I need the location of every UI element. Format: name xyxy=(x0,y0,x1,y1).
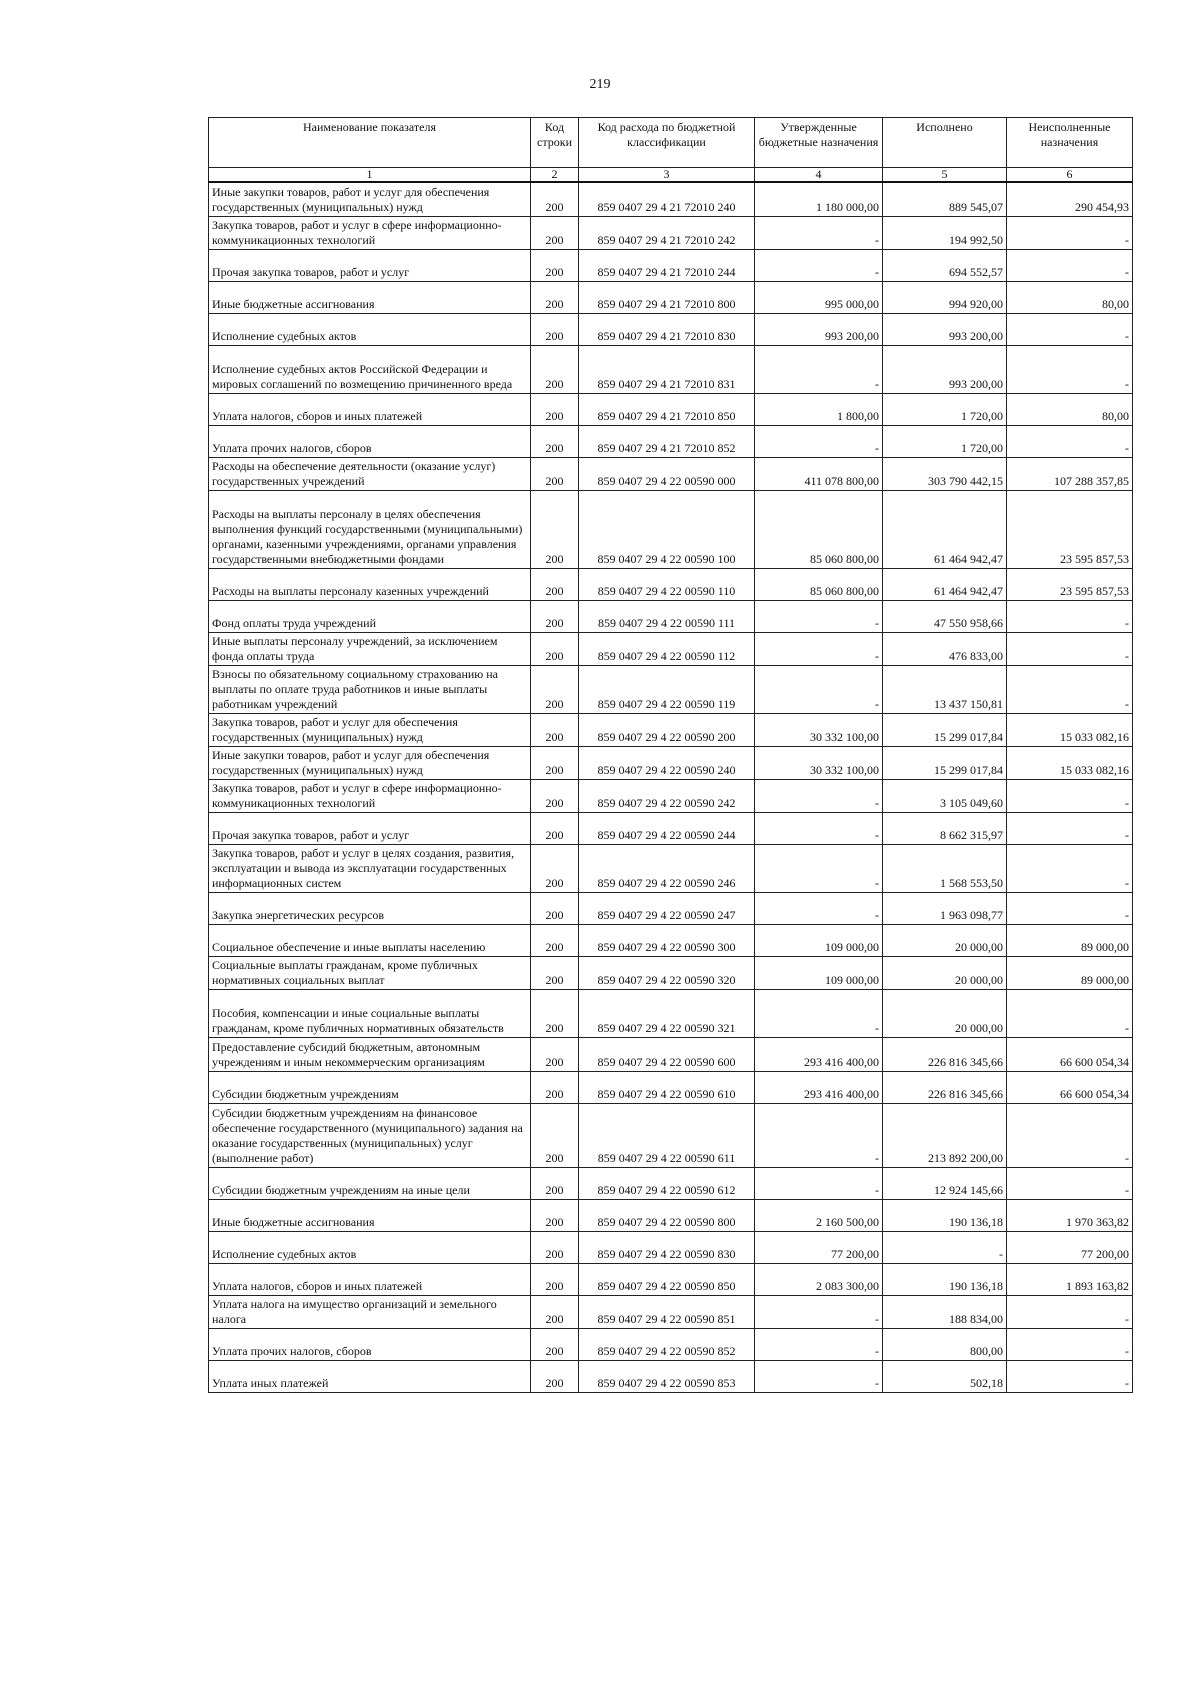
table-row xyxy=(209,182,1133,216)
row-name: Субсидии бюджетным учреждениям на финансовое обеспечение государственного (муниципального) задания на оказание государственных (муниципальных) услуг (выполнение работ) xyxy=(209,1103,531,1167)
row-line-code: 200 xyxy=(531,989,579,1037)
table-row xyxy=(209,457,1133,490)
row-line-code: 200 xyxy=(531,1231,579,1263)
row-name: Закупка товаров, работ и услуг для обеспечения государственных (муниципальных) нужд xyxy=(209,713,531,746)
row-expense-code: 859 0407 29 4 21 72010 850 xyxy=(579,393,755,425)
row-approved-value: 293 416 400,00 xyxy=(755,1071,883,1103)
row-executed-value: 190 136,18 xyxy=(883,1199,1007,1231)
row-executed-value: 61 464 942,47 xyxy=(883,490,1007,568)
row-line-code: 200 xyxy=(531,665,579,713)
row-line-code: 200 xyxy=(531,313,579,345)
row-line-code: 200 xyxy=(531,844,579,892)
row-expense-code: 859 0407 29 4 22 00590 830 xyxy=(579,1231,755,1263)
row-executed-value: 8 662 315,97 xyxy=(883,812,1007,844)
column-number: 2 xyxy=(531,168,579,183)
row-executed-value: 20 000,00 xyxy=(883,989,1007,1037)
row-unexecuted-value: - xyxy=(1007,892,1133,924)
row-unexecuted-value: 107 288 357,85 xyxy=(1007,457,1133,490)
row-name: Иные закупки товаров, работ и услуг для обеспечения государственных (муниципальных) нужд xyxy=(209,746,531,779)
row-unexecuted-value: - xyxy=(1007,345,1133,393)
row-name: Уплата прочих налогов, сборов xyxy=(209,425,531,457)
column-header-line-code: Код строки xyxy=(531,118,579,168)
row-executed-value: 1 568 553,50 xyxy=(883,844,1007,892)
row-line-code: 200 xyxy=(531,1328,579,1360)
row-unexecuted-value: 66 600 054,34 xyxy=(1007,1037,1133,1071)
row-unexecuted-value: - xyxy=(1007,989,1133,1037)
row-name: Уплата налогов, сборов и иных платежей xyxy=(209,393,531,425)
row-name: Взносы по обязательному социальному страхованию на выплаты по оплате труда работников и иные выплаты работникам учреждений xyxy=(209,665,531,713)
row-approved-value: - xyxy=(755,665,883,713)
row-line-code: 200 xyxy=(531,746,579,779)
row-approved-value: - xyxy=(755,892,883,924)
row-line-code: 200 xyxy=(531,1295,579,1328)
row-approved-value: 293 416 400,00 xyxy=(755,1037,883,1071)
row-name: Иные бюджетные ассигнования xyxy=(209,281,531,313)
row-unexecuted-value: - xyxy=(1007,216,1133,249)
row-line-code: 200 xyxy=(531,956,579,989)
row-line-code: 200 xyxy=(531,779,579,812)
row-line-code: 200 xyxy=(531,216,579,249)
row-unexecuted-value: 1 970 363,82 xyxy=(1007,1199,1133,1231)
row-unexecuted-value: - xyxy=(1007,1167,1133,1199)
row-expense-code: 859 0407 29 4 22 00590 610 xyxy=(579,1071,755,1103)
row-unexecuted-value: - xyxy=(1007,425,1133,457)
row-approved-value: 2 160 500,00 xyxy=(755,1199,883,1231)
column-number-row xyxy=(209,168,1133,183)
column-header-name: Наименование показателя xyxy=(209,118,531,168)
row-executed-value: 13 437 150,81 xyxy=(883,665,1007,713)
row-executed-value: 800,00 xyxy=(883,1328,1007,1360)
row-executed-value: 1 963 098,77 xyxy=(883,892,1007,924)
row-name: Закупка товаров, работ и услуг в целях создания, развития, эксплуатации и вывода из эксплуатации государственных информационных систем xyxy=(209,844,531,892)
table-row xyxy=(209,779,1133,812)
row-name: Социальные выплаты гражданам, кроме публичных нормативных социальных выплат xyxy=(209,956,531,989)
row-unexecuted-value: - xyxy=(1007,812,1133,844)
row-unexecuted-value: - xyxy=(1007,313,1133,345)
row-name: Предоставление субсидий бюджетным, автономным учреждениям и иным некоммерческим организациям xyxy=(209,1037,531,1071)
row-expense-code: 859 0407 29 4 22 00590 112 xyxy=(579,632,755,665)
row-approved-value: 2 083 300,00 xyxy=(755,1263,883,1295)
row-approved-value: - xyxy=(755,1295,883,1328)
row-name: Закупка энергетических ресурсов xyxy=(209,892,531,924)
table-row xyxy=(209,924,1133,956)
row-expense-code: 859 0407 29 4 21 72010 831 xyxy=(579,345,755,393)
row-executed-value: 194 992,50 xyxy=(883,216,1007,249)
row-unexecuted-value: - xyxy=(1007,1360,1133,1392)
row-approved-value: - xyxy=(755,632,883,665)
row-executed-value: 15 299 017,84 xyxy=(883,746,1007,779)
row-executed-value: 993 200,00 xyxy=(883,313,1007,345)
row-name: Иные выплаты персоналу учреждений, за исключением фонда оплаты труда xyxy=(209,632,531,665)
row-name: Расходы на выплаты персоналу казенных учреждений xyxy=(209,568,531,600)
row-name: Фонд оплаты труда учреждений xyxy=(209,600,531,632)
row-approved-value: - xyxy=(755,425,883,457)
row-expense-code: 859 0407 29 4 22 00590 242 xyxy=(579,779,755,812)
row-name: Исполнение судебных актов xyxy=(209,313,531,345)
row-line-code: 200 xyxy=(531,393,579,425)
row-approved-value: 85 060 800,00 xyxy=(755,490,883,568)
row-expense-code: 859 0407 29 4 22 00590 246 xyxy=(579,844,755,892)
table-row xyxy=(209,313,1133,345)
row-executed-value: 20 000,00 xyxy=(883,956,1007,989)
row-name: Прочая закупка товаров, работ и услуг xyxy=(209,249,531,281)
row-line-code: 200 xyxy=(531,600,579,632)
row-line-code: 200 xyxy=(531,568,579,600)
row-executed-value: 61 464 942,47 xyxy=(883,568,1007,600)
row-approved-value: - xyxy=(755,1328,883,1360)
column-header-expense-code: Код расхода по бюджетной классификации xyxy=(579,118,755,168)
row-unexecuted-value: 23 595 857,53 xyxy=(1007,568,1133,600)
row-line-code: 200 xyxy=(531,490,579,568)
table-row xyxy=(209,1231,1133,1263)
row-expense-code: 859 0407 29 4 22 00590 320 xyxy=(579,956,755,989)
table-row xyxy=(209,1263,1133,1295)
row-name: Иные закупки товаров, работ и услуг для обеспечения государственных (муниципальных) нужд xyxy=(209,182,531,216)
row-name: Уплата прочих налогов, сборов xyxy=(209,1328,531,1360)
row-expense-code: 859 0407 29 4 21 72010 852 xyxy=(579,425,755,457)
row-line-code: 200 xyxy=(531,457,579,490)
row-unexecuted-value: - xyxy=(1007,1103,1133,1167)
table-row xyxy=(209,600,1133,632)
row-expense-code: 859 0407 29 4 22 00590 851 xyxy=(579,1295,755,1328)
row-expense-code: 859 0407 29 4 21 72010 240 xyxy=(579,182,755,216)
column-number: 6 xyxy=(1007,168,1133,183)
row-line-code: 200 xyxy=(531,1071,579,1103)
row-expense-code: 859 0407 29 4 22 00590 111 xyxy=(579,600,755,632)
row-line-code: 200 xyxy=(531,632,579,665)
row-unexecuted-value: 80,00 xyxy=(1007,281,1133,313)
table-row xyxy=(209,1295,1133,1328)
row-approved-value: - xyxy=(755,1103,883,1167)
row-unexecuted-value: - xyxy=(1007,632,1133,665)
row-approved-value: - xyxy=(755,345,883,393)
table-row xyxy=(209,249,1133,281)
table-row xyxy=(209,665,1133,713)
row-unexecuted-value: 15 033 082,16 xyxy=(1007,746,1133,779)
row-unexecuted-value: - xyxy=(1007,665,1133,713)
table-row xyxy=(209,1360,1133,1392)
row-unexecuted-value: - xyxy=(1007,1328,1133,1360)
row-unexecuted-value: - xyxy=(1007,779,1133,812)
row-unexecuted-value: 23 595 857,53 xyxy=(1007,490,1133,568)
row-unexecuted-value: 80,00 xyxy=(1007,393,1133,425)
row-executed-value: 994 920,00 xyxy=(883,281,1007,313)
table-row xyxy=(209,1328,1133,1360)
row-name: Расходы на обеспечение деятельности (оказание услуг) государственных учреждений xyxy=(209,457,531,490)
table-row xyxy=(209,956,1133,989)
row-executed-value: 15 299 017,84 xyxy=(883,713,1007,746)
table-row xyxy=(209,746,1133,779)
table-row xyxy=(209,632,1133,665)
row-executed-value: 188 834,00 xyxy=(883,1295,1007,1328)
row-expense-code: 859 0407 29 4 22 00590 100 xyxy=(579,490,755,568)
table-row xyxy=(209,1037,1133,1071)
row-name: Пособия, компенсации и иные социальные выплаты гражданам, кроме публичных нормативных обязательств xyxy=(209,989,531,1037)
table-row xyxy=(209,1103,1133,1167)
row-line-code: 200 xyxy=(531,1037,579,1071)
row-expense-code: 859 0407 29 4 22 00590 612 xyxy=(579,1167,755,1199)
row-expense-code: 859 0407 29 4 21 72010 800 xyxy=(579,281,755,313)
row-approved-value: - xyxy=(755,812,883,844)
row-line-code: 200 xyxy=(531,812,579,844)
row-expense-code: 859 0407 29 4 22 00590 300 xyxy=(579,924,755,956)
row-expense-code: 859 0407 29 4 22 00590 110 xyxy=(579,568,755,600)
row-expense-code: 859 0407 29 4 21 72010 830 xyxy=(579,313,755,345)
row-approved-value: 411 078 800,00 xyxy=(755,457,883,490)
row-unexecuted-value: 66 600 054,34 xyxy=(1007,1071,1133,1103)
row-approved-value: 30 332 100,00 xyxy=(755,746,883,779)
row-expense-code: 859 0407 29 4 22 00590 247 xyxy=(579,892,755,924)
row-approved-value: 77 200,00 xyxy=(755,1231,883,1263)
row-executed-value: 190 136,18 xyxy=(883,1263,1007,1295)
table-row xyxy=(209,393,1133,425)
row-executed-value: 226 816 345,66 xyxy=(883,1071,1007,1103)
table-row xyxy=(209,345,1133,393)
row-unexecuted-value: - xyxy=(1007,1295,1133,1328)
table-row xyxy=(209,892,1133,924)
row-approved-value: 995 000,00 xyxy=(755,281,883,313)
table-header-row xyxy=(209,118,1133,168)
row-approved-value: 1 800,00 xyxy=(755,393,883,425)
column-number: 3 xyxy=(579,168,755,183)
budget-execution-table xyxy=(208,117,1133,1393)
row-expense-code: 859 0407 29 4 22 00590 321 xyxy=(579,989,755,1037)
row-approved-value: 109 000,00 xyxy=(755,956,883,989)
row-line-code: 200 xyxy=(531,1360,579,1392)
row-line-code: 200 xyxy=(531,249,579,281)
row-unexecuted-value: 290 454,93 xyxy=(1007,182,1133,216)
row-line-code: 200 xyxy=(531,1263,579,1295)
column-number: 4 xyxy=(755,168,883,183)
row-unexecuted-value: 1 893 163,82 xyxy=(1007,1263,1133,1295)
row-expense-code: 859 0407 29 4 22 00590 244 xyxy=(579,812,755,844)
row-executed-value: 1 720,00 xyxy=(883,393,1007,425)
row-approved-value: - xyxy=(755,844,883,892)
page-number: 219 xyxy=(589,77,611,92)
row-name: Субсидии бюджетным учреждениям на иные цели xyxy=(209,1167,531,1199)
row-executed-value: 213 892 200,00 xyxy=(883,1103,1007,1167)
row-line-code: 200 xyxy=(531,1199,579,1231)
row-executed-value: 303 790 442,15 xyxy=(883,457,1007,490)
table-row xyxy=(209,281,1133,313)
row-executed-value: 993 200,00 xyxy=(883,345,1007,393)
row-executed-value: 1 720,00 xyxy=(883,425,1007,457)
table-row xyxy=(209,568,1133,600)
row-approved-value: 1 180 000,00 xyxy=(755,182,883,216)
row-expense-code: 859 0407 29 4 22 00590 850 xyxy=(579,1263,755,1295)
row-executed-value: 20 000,00 xyxy=(883,924,1007,956)
row-approved-value: - xyxy=(755,1360,883,1392)
table-row xyxy=(209,989,1133,1037)
row-executed-value: - xyxy=(883,1231,1007,1263)
row-line-code: 200 xyxy=(531,1103,579,1167)
row-line-code: 200 xyxy=(531,281,579,313)
row-executed-value: 889 545,07 xyxy=(883,182,1007,216)
row-name: Расходы на выплаты персоналу в целях обеспечения выполнения функций государственными (муниципальными) органами, казенными учреждениями, органами управления государственными внебюджетными фондами xyxy=(209,490,531,568)
row-unexecuted-value: 89 000,00 xyxy=(1007,924,1133,956)
row-name: Иные бюджетные ассигнования xyxy=(209,1199,531,1231)
row-expense-code: 859 0407 29 4 22 00590 240 xyxy=(579,746,755,779)
row-name: Уплата иных платежей xyxy=(209,1360,531,1392)
table-row xyxy=(209,490,1133,568)
table-row xyxy=(209,812,1133,844)
table-row xyxy=(209,425,1133,457)
row-approved-value: - xyxy=(755,216,883,249)
row-approved-value: - xyxy=(755,1167,883,1199)
row-line-code: 200 xyxy=(531,182,579,216)
row-expense-code: 859 0407 29 4 22 00590 611 xyxy=(579,1103,755,1167)
row-line-code: 200 xyxy=(531,1167,579,1199)
column-header-executed: Исполнено xyxy=(883,118,1007,168)
row-approved-value: 993 200,00 xyxy=(755,313,883,345)
row-executed-value: 226 816 345,66 xyxy=(883,1037,1007,1071)
row-expense-code: 859 0407 29 4 22 00590 852 xyxy=(579,1328,755,1360)
column-header-unexecuted: Неисполненные назначения xyxy=(1007,118,1133,168)
table-row xyxy=(209,1167,1133,1199)
row-approved-value: 85 060 800,00 xyxy=(755,568,883,600)
table-row xyxy=(209,1199,1133,1231)
row-name: Исполнение судебных актов xyxy=(209,1231,531,1263)
table-row xyxy=(209,844,1133,892)
row-expense-code: 859 0407 29 4 22 00590 800 xyxy=(579,1199,755,1231)
row-name: Закупка товаров, работ и услуг в сфере информационно-коммуникационных технологий xyxy=(209,216,531,249)
row-approved-value: 30 332 100,00 xyxy=(755,713,883,746)
row-name: Прочая закупка товаров, работ и услуг xyxy=(209,812,531,844)
row-name: Уплата налога на имущество организаций и земельного налога xyxy=(209,1295,531,1328)
row-approved-value: - xyxy=(755,600,883,632)
table-body xyxy=(209,182,1133,1392)
row-approved-value: - xyxy=(755,779,883,812)
row-expense-code: 859 0407 29 4 21 72010 242 xyxy=(579,216,755,249)
row-name: Субсидии бюджетным учреждениям xyxy=(209,1071,531,1103)
row-unexecuted-value: - xyxy=(1007,844,1133,892)
row-name: Закупка товаров, работ и услуг в сфере информационно-коммуникационных технологий xyxy=(209,779,531,812)
row-executed-value: 12 924 145,66 xyxy=(883,1167,1007,1199)
row-unexecuted-value: - xyxy=(1007,249,1133,281)
row-line-code: 200 xyxy=(531,425,579,457)
table-row xyxy=(209,713,1133,746)
row-line-code: 200 xyxy=(531,892,579,924)
row-executed-value: 3 105 049,60 xyxy=(883,779,1007,812)
row-line-code: 200 xyxy=(531,713,579,746)
row-approved-value: - xyxy=(755,249,883,281)
row-expense-code: 859 0407 29 4 21 72010 244 xyxy=(579,249,755,281)
row-line-code: 200 xyxy=(531,345,579,393)
column-header-approved: Утвержденные бюджетные назначения xyxy=(755,118,883,168)
row-executed-value: 502,18 xyxy=(883,1360,1007,1392)
row-unexecuted-value: - xyxy=(1007,600,1133,632)
row-name: Уплата налогов, сборов и иных платежей xyxy=(209,1263,531,1295)
row-unexecuted-value: 89 000,00 xyxy=(1007,956,1133,989)
row-expense-code: 859 0407 29 4 22 00590 000 xyxy=(579,457,755,490)
row-executed-value: 476 833,00 xyxy=(883,632,1007,665)
row-expense-code: 859 0407 29 4 22 00590 853 xyxy=(579,1360,755,1392)
row-line-code: 200 xyxy=(531,924,579,956)
row-name: Исполнение судебных актов Российской Федерации и мировых соглашений по возмещению причиненного вреда xyxy=(209,345,531,393)
row-executed-value: 47 550 958,66 xyxy=(883,600,1007,632)
table-row xyxy=(209,216,1133,249)
table-row xyxy=(209,1071,1133,1103)
row-unexecuted-value: 15 033 082,16 xyxy=(1007,713,1133,746)
row-unexecuted-value: 77 200,00 xyxy=(1007,1231,1133,1263)
row-name: Социальное обеспечение и иные выплаты населению xyxy=(209,924,531,956)
column-number: 5 xyxy=(883,168,1007,183)
row-approved-value: - xyxy=(755,989,883,1037)
row-approved-value: 109 000,00 xyxy=(755,924,883,956)
row-executed-value: 694 552,57 xyxy=(883,249,1007,281)
row-expense-code: 859 0407 29 4 22 00590 200 xyxy=(579,713,755,746)
column-number: 1 xyxy=(209,168,531,183)
row-expense-code: 859 0407 29 4 22 00590 119 xyxy=(579,665,755,713)
row-expense-code: 859 0407 29 4 22 00590 600 xyxy=(579,1037,755,1071)
